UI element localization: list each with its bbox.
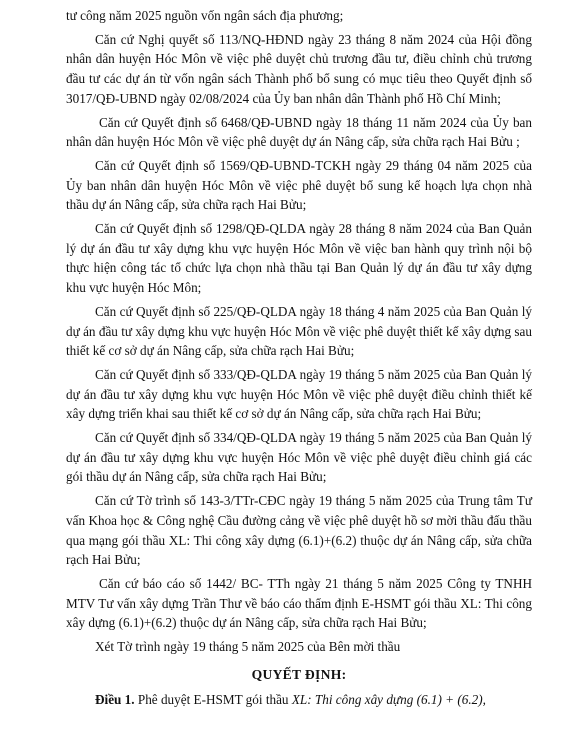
- decision-heading: QUYẾT ĐỊNH:: [251, 666, 347, 682]
- paragraph-decision-1569: Căn cứ Quyết định số 1569/QĐ-UBND-TCKH ngày 29 tháng 04 năm 2025 của Ủy ban nhân dân huyện Hóc Môn về việc phê duyệt bổ sung kế hoạch lựa chọn nhà thầu dự án Nâng cấp, sửa chữa rạch Hai Bửu;: [66, 157, 532, 213]
- article-1-package-name: XL: Thi công xây dựng (6.1) + (6.2),: [291, 691, 486, 707]
- paragraph-decision-1298: Căn cứ Quyết định số 1298/QĐ-QLDA ngày 28 tháng 8 năm 2024 của Ban Quản lý dự án đầu tư xây dựng khu vực huyện Hóc Môn về việc ban hành quy trình nội bộ thực hiện công tác tổ chức lựa chọn nhà thầu tại Ban Quản lý dự án đầu tư xây dựng khu vực huyện Hóc Môn;: [66, 221, 532, 296]
- paragraph-decision-6468: Căn cứ Quyết định số 6468/QĐ-UBND ngày 18 tháng 11 năm 2024 của Ủy ban nhân dân huyện Hóc Môn về việc phê duyệt dự án Nâng cấp, sửa chữa rạch Hai Bửu ;: [66, 114, 532, 150]
- paragraph-decision-333: Căn cứ Quyết định số 333/QĐ-QLDA ngày 19 tháng 5 năm 2025 của Ban Quản lý dự án đầu tư xây dựng khu vực huyện Hóc Môn về việc phê duyệt điều chỉnh thiết kế xây dựng triển khai sau thiết kế cơ sở dự án Nâng cấp, sửa chữa rạch Hai Bửu;: [66, 366, 532, 422]
- paragraph-consideration: Xét Tờ trình ngày 19 tháng 5 năm 2025 của Bên mời thầu: [95, 639, 401, 655]
- paragraph-submission-143: Căn cứ Tờ trình số 143-3/TTr-CĐC ngày 19 tháng 5 năm 2025 của Trung tâm Tư vấn Khoa học & Công nghệ Cầu đường cảng về việc phê duyệt hồ sơ mời thầu đấu thầu qua mạng gói thầu XL: Thi công xây dựng (6.1)+(6.2) thuộc dự án Nâng cấp, sửa chữa rạch Hai Bửu;: [66, 493, 532, 568]
- paragraph-decision-334: Căn cứ Quyết định số 334/QĐ-QLDA ngày 19 tháng 5 năm 2025 của Ban Quản lý dự án đầu tư xây dựng khu vực huyện Hóc Môn về việc phê duyệt điều chỉnh giá các gói thầu dự án Nâng cấp, sửa chữa rạch Hai Bửu;: [66, 430, 532, 485]
- paragraph-resolution-113: Căn cứ Nghị quyết số 113/NQ-HĐND ngày 23 tháng 8 năm 2024 của Hội đồng nhân dân huyện Hóc Môn về việc phê duyệt chủ trương đầu tư, điều chỉnh chủ trương đầu tư các dự án từ vốn ngân sách Thành phố bổ sung có mục tiêu theo Quyết định số 3017/QĐ-UBND ngày 02/08/2024 của Ủy ban nhân dân Thành phố Hồ Chí Minh;: [66, 31, 532, 106]
- article-1-label: Điều 1.: [95, 691, 135, 707]
- paragraph-report-1442: Căn cứ báo cáo số 1442/ BC- TTh ngày 21 tháng 5 năm 2025 Công ty TNHH MTV Tư vấn xây dựng Trần Thư về báo cáo thẩm định E-HSMT gói thầu XL: Thi công xây dựng (6.1)+(6.2) thuộc dự án Nâng cấp, sửa chữa rạch Hai Bửu;: [66, 575, 532, 631]
- paragraph-continuation: tư công năm 2025 nguồn vốn ngân sách địa phương;: [66, 8, 344, 23]
- article-1-text: Phê duyệt E-HSMT gói thầu: [134, 691, 292, 707]
- article-1: [66, 690, 532, 710]
- paragraph-decision-225: Căn cứ Quyết định số 225/QĐ-QLDA ngày 18 tháng 4 năm 2025 của Ban Quản lý dự án đầu tư xây dựng khu vực huyện Hóc Môn về việc phê duyệt thiết kế xây dựng sau thiết kế cơ sở dự án Nâng cấp, sửa chữa rạch Hai Bửu;: [66, 303, 532, 359]
